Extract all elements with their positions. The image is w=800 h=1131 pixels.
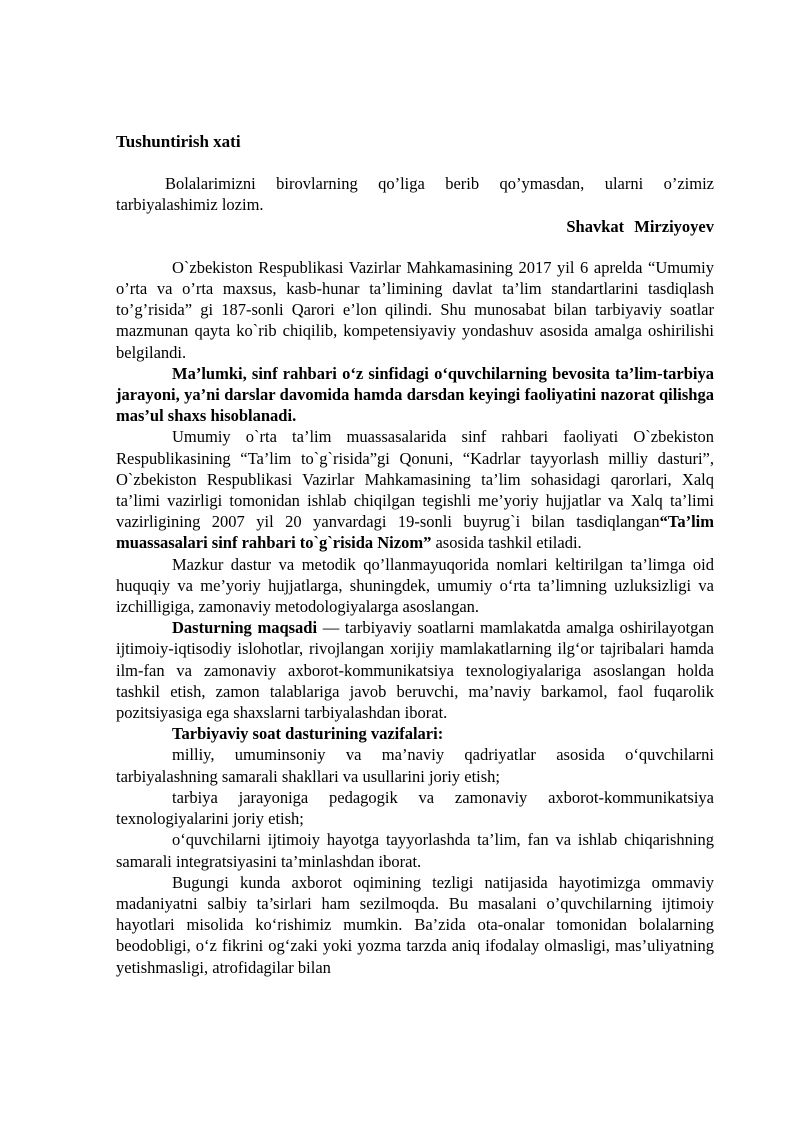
paragraph-3-text: Umumiy o`rta ta’lim muassasalarida sinf rahbari faoliyati O`zbekiston Respublikasining “Ta’lim to`g`risida”gi Qonuni, “Kadrlar tayyorlash milliy dasturi”, O`zbekiston Respublikasi Vazirlar Mahkamasining ta’lim sohasidagi qarorlari, Xalq ta’limi vazirligi tomonidan ishlab chiqilgan tegishli me’yoriy hujjatlar va Xalq ta’limi vazirligining 2007 yil 20 yanvardagi 19-sonli buyrug`i bilan tasdiqlangan bbox=[116, 427, 714, 532]
paragraph-4: Mazkur dastur va metodik qo’llanmayuqorida nomlari keltirilgan ta’limga oid huquqiy va me’yoriy hujjatlarga, shuningdek, umumiy o‘rta ta’limning uzluksizligi va izchilligiga, zamonaviy metodologiyalarga asoslangan. bbox=[116, 554, 714, 617]
paragraph-5 bbox=[116, 617, 714, 723]
paragraph-5-term: Dasturning maqsadi bbox=[172, 618, 318, 638]
tasks-heading: Tarbiyaviy soat dasturining vazifalari: bbox=[172, 724, 444, 744]
task-item-2: tarbiya jarayoniga pedagogik va zamonaviy axborot-kommunikatsiya texnologiyalarini joriy etish; bbox=[116, 787, 714, 829]
epigraph-author-name: Shavkat Mirziyoyev bbox=[566, 216, 714, 236]
paragraph-3-end: asosida tashkil etiladi. bbox=[431, 533, 582, 553]
epigraph-author bbox=[116, 216, 714, 237]
paragraph-5-text: — tarbiyaviy soatlarni mamlakatda amalga oshirilayotgan ijtimoiy-iqtisodiy islohotlar, rivojlangan xorijiy mamlakatlarning ilg‘or tajribalari hamda ilm-fan va zamonaviy axborot-kommunikatsiya texnologiyalariga asoslangan holda tashkil etish, zamon talablariga javob beruvchi, ma’naviy barkamol, faol fuqarolik pozitsiyasiga ega shaxslarni tarbiyalashdan iborat. bbox=[116, 618, 714, 723]
document-title: Tushuntirish xati bbox=[116, 132, 241, 151]
paragraph-3-nizom: “Ta’lim muassasalari sinf rahbari to`g`risida Nizom” bbox=[116, 512, 714, 553]
epigraph-quote: Bolalarimizni birovlarning qo’liga berib qo’ymasdan, ularni o’zimiz tarbiyalashimiz lozim. bbox=[116, 174, 714, 215]
paragraph-1: O`zbekiston Respublikasi Vazirlar Mahkamasining 2017 yil 6 aprelda “Umumiy o’rta va o’rta maxsus, kasb-hunar ta’limining davlat ta’lim standartlarini tasdiqlash to’g’risida” gi 187-sonli Qarori e’lon qilindi. Shu munosabat bilan tarbiyaviy soatlar mazmunan qayta ko`rib chiqilib, kompetensiyaviy yondashuv asosida amalga oshirilishi belgilandi. bbox=[116, 257, 714, 362]
task-item-3: o‘quvchilarni ijtimoiy hayotga tayyorlashda ta’lim, fan va ishlab chiqarishning samarali integratsiyasini ta’minlashdan iborat. bbox=[116, 830, 714, 871]
paragraph-2: Ma’lumki, sinf rahbari o‘z sinfidagi o‘quvchilarning bevosita ta’lim-tarbiya jarayoni, ya’ni darslar davomida hamda darsdan keyingi faoliyatini nazorat qilishga mas’ul shaxs hisoblanadi. bbox=[116, 363, 714, 426]
paragraph-10: Bugungi kunda axborot oqimining tezligi natijasida hayotimizga ommaviy madaniyatni salbiy ta’sirlari ham sezilmoqda. Bu masalani o’quvchilarning ijtimoiy hayotlari misolida ko‘rishimiz mumkin. Ba’zida ota-onalar tomonidan bolalarning beodobligi, o‘z fikrini og‘zaki yoki yozma tarzda aniq ifodalay olmasligi, mas’uliyatning yetishmasligi, atrofidagilar bilan bbox=[116, 872, 714, 977]
task-item-1: milliy, umuminsoniy va ma’naviy qadriyatlar asosida o‘quvchilarni tarbiyalashning samarali shakllari va usullarini joriy etish; bbox=[116, 745, 714, 786]
paragraph-3 bbox=[116, 426, 714, 553]
